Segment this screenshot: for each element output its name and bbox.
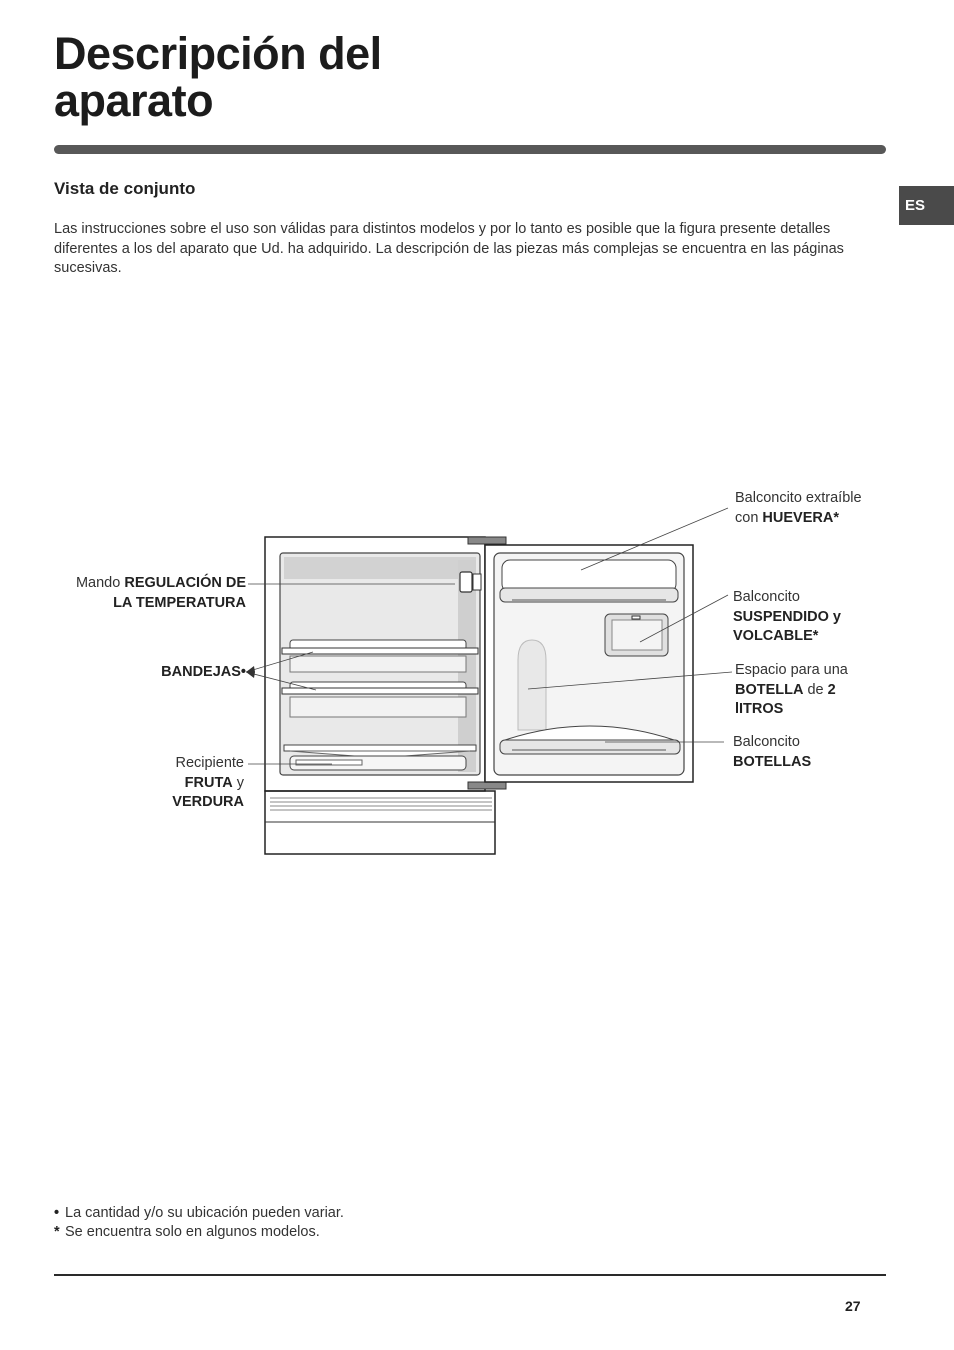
footer-divider	[54, 1274, 886, 1276]
label-shelves: BANDEJAS•	[161, 664, 246, 680]
language-tab: ES	[899, 186, 954, 225]
shelf-top	[282, 640, 478, 672]
plinth-grille	[265, 798, 495, 822]
label-bottle-rack: Balconcito BOTELLAS	[733, 734, 812, 770]
thermostat-knob	[460, 572, 472, 592]
door-hanging-balcony	[605, 614, 668, 656]
intro-paragraph: Las instrucciones sobre el uso son válidas para distintos modelos y por lo tanto es posible que la figura presente detalles diferentes a los del aparato que Ud. ha adquirido. La descripción de las piezas más complejas se encuentra en las páginas sucesivas.	[54, 221, 844, 276]
label-thermostat: Mando REGULACIÓN DE LA TEMPERATURA	[75, 575, 246, 611]
label-crisper: Recipiente FRUTA y VERDURA	[172, 755, 244, 810]
crisper-drawer	[284, 745, 476, 770]
leader-arrowheads	[246, 666, 255, 678]
shelf-middle	[282, 682, 478, 717]
footnote-some-models: * Se encuentra solo en algunos modelos.	[54, 1224, 320, 1240]
hinge-bottom	[468, 782, 506, 789]
page-number: 27	[845, 1298, 861, 1314]
page-title-line-2: aparato	[54, 75, 214, 126]
hinge-top	[468, 537, 506, 544]
bottle-space	[518, 640, 546, 730]
label-hanging-balcony: Balconcito SUSPENDIDO y VOLCABLE*	[733, 589, 841, 644]
label-bottle-space: Espacio para una BOTELLA de 2 lITROS	[735, 662, 848, 717]
label-egg-tray: Balconcito extraíble con HUEVERA*	[735, 490, 862, 526]
page-title-line-1: Descripción del	[54, 28, 382, 79]
footnote-variable: • La cantidad y/o su ubicación pueden variar.	[54, 1205, 344, 1221]
section-subtitle: Vista de conjunto	[54, 179, 196, 198]
